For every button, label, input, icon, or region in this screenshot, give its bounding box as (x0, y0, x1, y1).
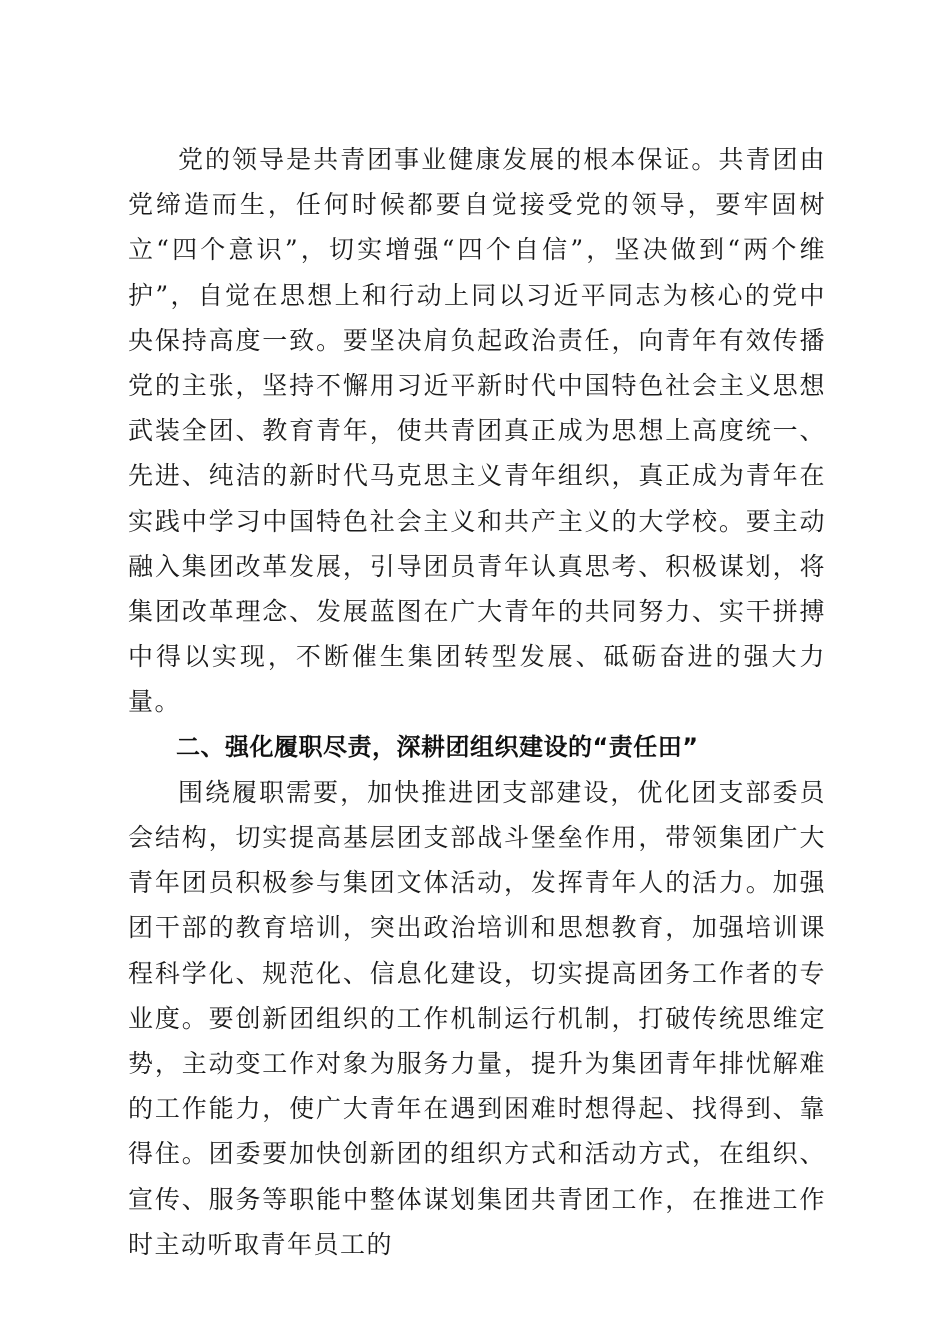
body-paragraph-2: 围绕履职需要，加快推进团支部建设，优化团支部委员会结构，切实提高基层团支部战斗堡垒作用，带领集团广大青年团员积极参与集团文体活动，发挥青年人的活力。加强团干部的教育培训，突出政治培训和思想教育，加强培训课程科学化、规范化、信息化建设，切实提高团务工作者的专业度。要创新团组织的工作机制运行机制，打破传统思维定势，主动变工作对象为服务力量，提升为集团青年排忧解难的工作能力，使广大青年在遇到困难时想得起、找得到、靠得住。团委要加快创新团的组织方式和活动方式，在组织、宣传、服务等职能中整体谋划集团共青团工作，在推进工作时主动听取青年员工的 (128, 777, 826, 1259)
document-body (128, 137, 826, 1267)
body-paragraph-1: 党的领导是共青团事业健康发展的根本保证。共青团由党缔造而生，任何时候都要自觉接受党的领导，要牢固树立“四个意识”，切实增强“四个自信”，坚决做到“两个维护”，自觉在思想上和行动上同以习近平同志为核心的党中央保持高度一致。要坚决肩负起政治责任，向青年有效传播党的主张，坚持不懈用习近平新时代中国特色社会主义思想武装全团、教育青年，使共青团真正成为思想上高度统一、先进、纯洁的新时代马克思主义青年组织，真正成为青年在实践中学习中国特色社会主义和共产主义的大学校。要主动融入集团改革发展，引导团员青年认真思考、积极谋划，将集团改革理念、发展蓝图在广大青年的共同努力、实干拼搏中得以实现，不断催生集团转型发展、砥砺奋进的强大力量。 (128, 145, 826, 717)
section-heading-2: 二、强化履职尽责，深耕团组织建设的“责任田” (176, 732, 699, 761)
